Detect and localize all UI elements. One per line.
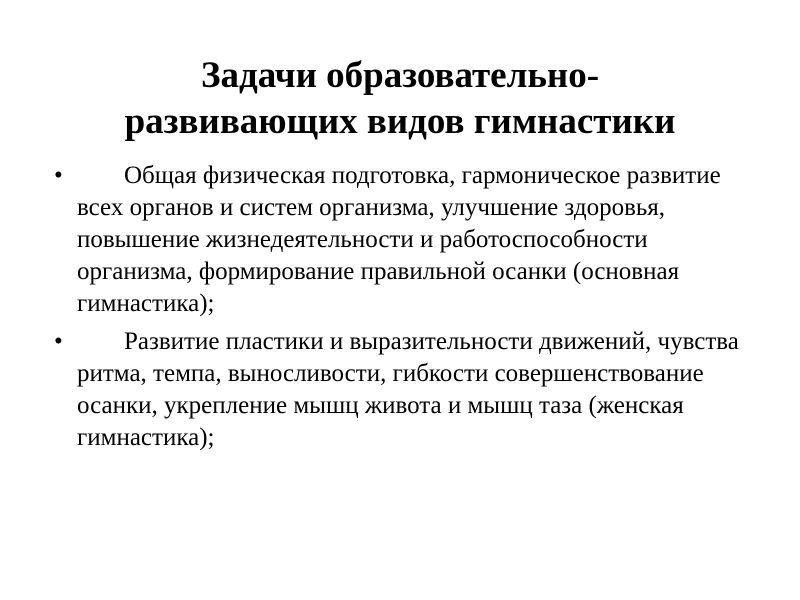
bullet-marker-icon: • — [54, 162, 63, 189]
bullet-text: Общая физическая подготовка, гармоническое развитие всех органов и систем организма, улучшение здоровья, повышение жизнедеятельности и работоспособности организма, формирование правильной осанки (основная гимнастика); — [77, 162, 721, 317]
slide-title-line-2: развивающих видов гимнастики — [124, 100, 676, 142]
slide-title-line-1: Задачи образовательно- — [200, 54, 600, 96]
bullet-marker-icon: • — [54, 328, 63, 355]
bullet-text: Развитие пластики и выразительности движений, чувства ритма, темпа, выносливости, гибкости совершенствование осанки, укрепление мышц живота и мышц таза (женская гимнастика); — [77, 328, 739, 451]
slide-title — [0, 53, 800, 145]
bullet-item — [0, 160, 800, 320]
bullet-item — [0, 326, 800, 454]
bullet-list — [0, 160, 800, 460]
